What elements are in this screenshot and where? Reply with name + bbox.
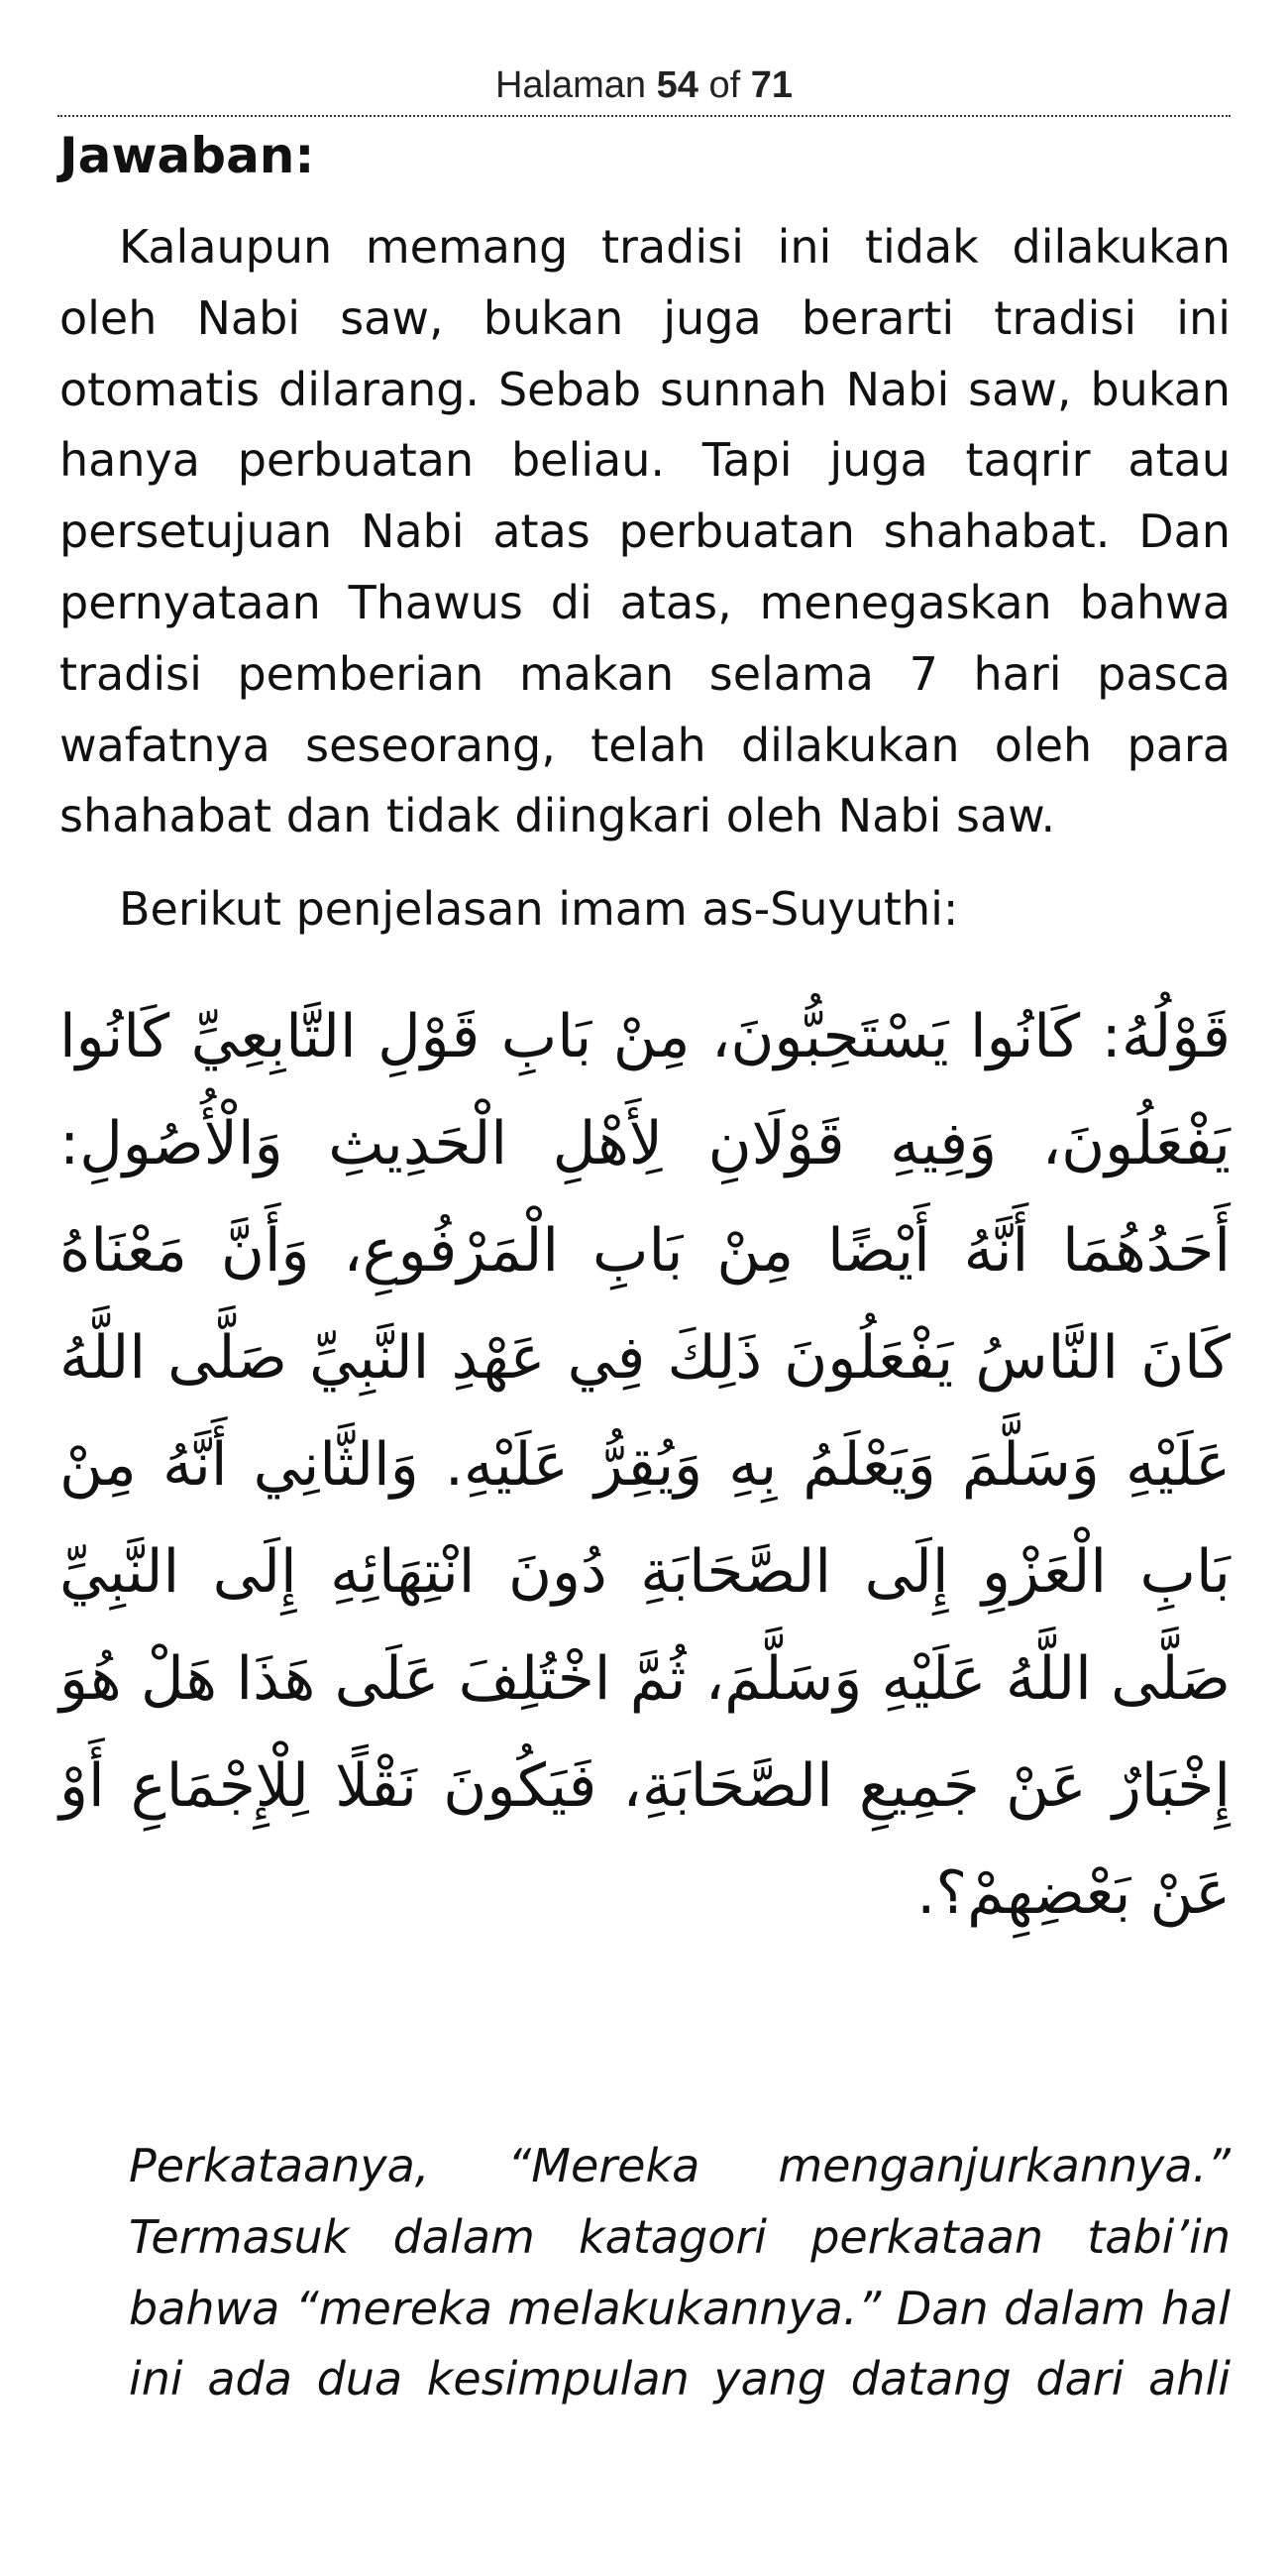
of-label: of [708, 64, 741, 106]
header-divider [57, 115, 1231, 117]
section-heading: Jawaban: [59, 127, 315, 184]
page-number: 54 [656, 64, 698, 106]
arabic-quote: قَوْلُهُ: كَانُوا يَسْتَحِبُّونَ، مِنْ بَابِ قَوْلِ التَّابِعِيِّ كَانُوا يَفْعَلُونَ، وَفِيهِ قَوْلَانِ لِأَهْلِ الْحَدِيثِ وَالْأُصُولِ: أَحَدُهُمَا أَنَّهُ أَيْضًا مِنْ بَابِ الْمَرْفُوعِ، وَأَنَّ مَعْنَاهُ كَانَ النَّاسُ يَفْعَلُونَ ذَلِكَ فِي عَهْدِ النَّبِيِّ صَلَّى اللَّهُ عَلَيْهِ وَسَلَّمَ وَيَعْلَمُ بِهِ وَيُقِرُّ عَلَيْهِ. وَالثَّانِي أَنَّهُ مِنْ بَابِ الْعَزْوِ إِلَى الصَّحَابَةِ دُونَ انْتِهَائِهِ إِلَى النَّبِيِّ صَلَّى اللَّهُ عَلَيْهِ وَسَلَّمَ، ثُمَّ اخْتُلِفَ عَلَى هَذَا هَلْ هُوَ إِخْبَارٌ عَنْ جَمِيعِ الصَّحَابَةِ، فَيَكُونَ نَقْلًا لِلْإِجْمَاعِ أَوْ عَنْ بَعْضِهِمْ؟. [59, 1002, 1231, 1928]
body-paragraph: Berikut penjelasan imam as-Suyuthi: [119, 882, 959, 936]
page-label: Halaman [494, 64, 647, 106]
page-header [57, 56, 1231, 115]
body-paragraph: Kalaupun memang tradisi ini tidak dilakukan oleh Nabi saw, bukan juga berarti tradisi ini otomatis dilarang. Sebab sunnah Nabi saw, bukan hanya perbuatan beliau. Tapi juga taqrir atau persetujuan Nabi atas perbuatan shahabat. Dan pernyataan Thawus di atas, menegaskan bahwa tradisi pemberian makan selama 7 hari pasca wafatnya seseorang, telah dilakukan oleh para shahabat dan tidak diingkari oleh Nabi saw. [59, 220, 1231, 843]
total-pages: 71 [750, 64, 794, 106]
translation-paragraph: Perkataanya, “Mereka menganjurkannya.” Termasuk dalam katagori perkataan tabi’in bahwa “mereka melakukannya.” Dan dalam hal ini ada dua kesimpulan yang datang dari ahli [129, 2139, 1231, 2407]
